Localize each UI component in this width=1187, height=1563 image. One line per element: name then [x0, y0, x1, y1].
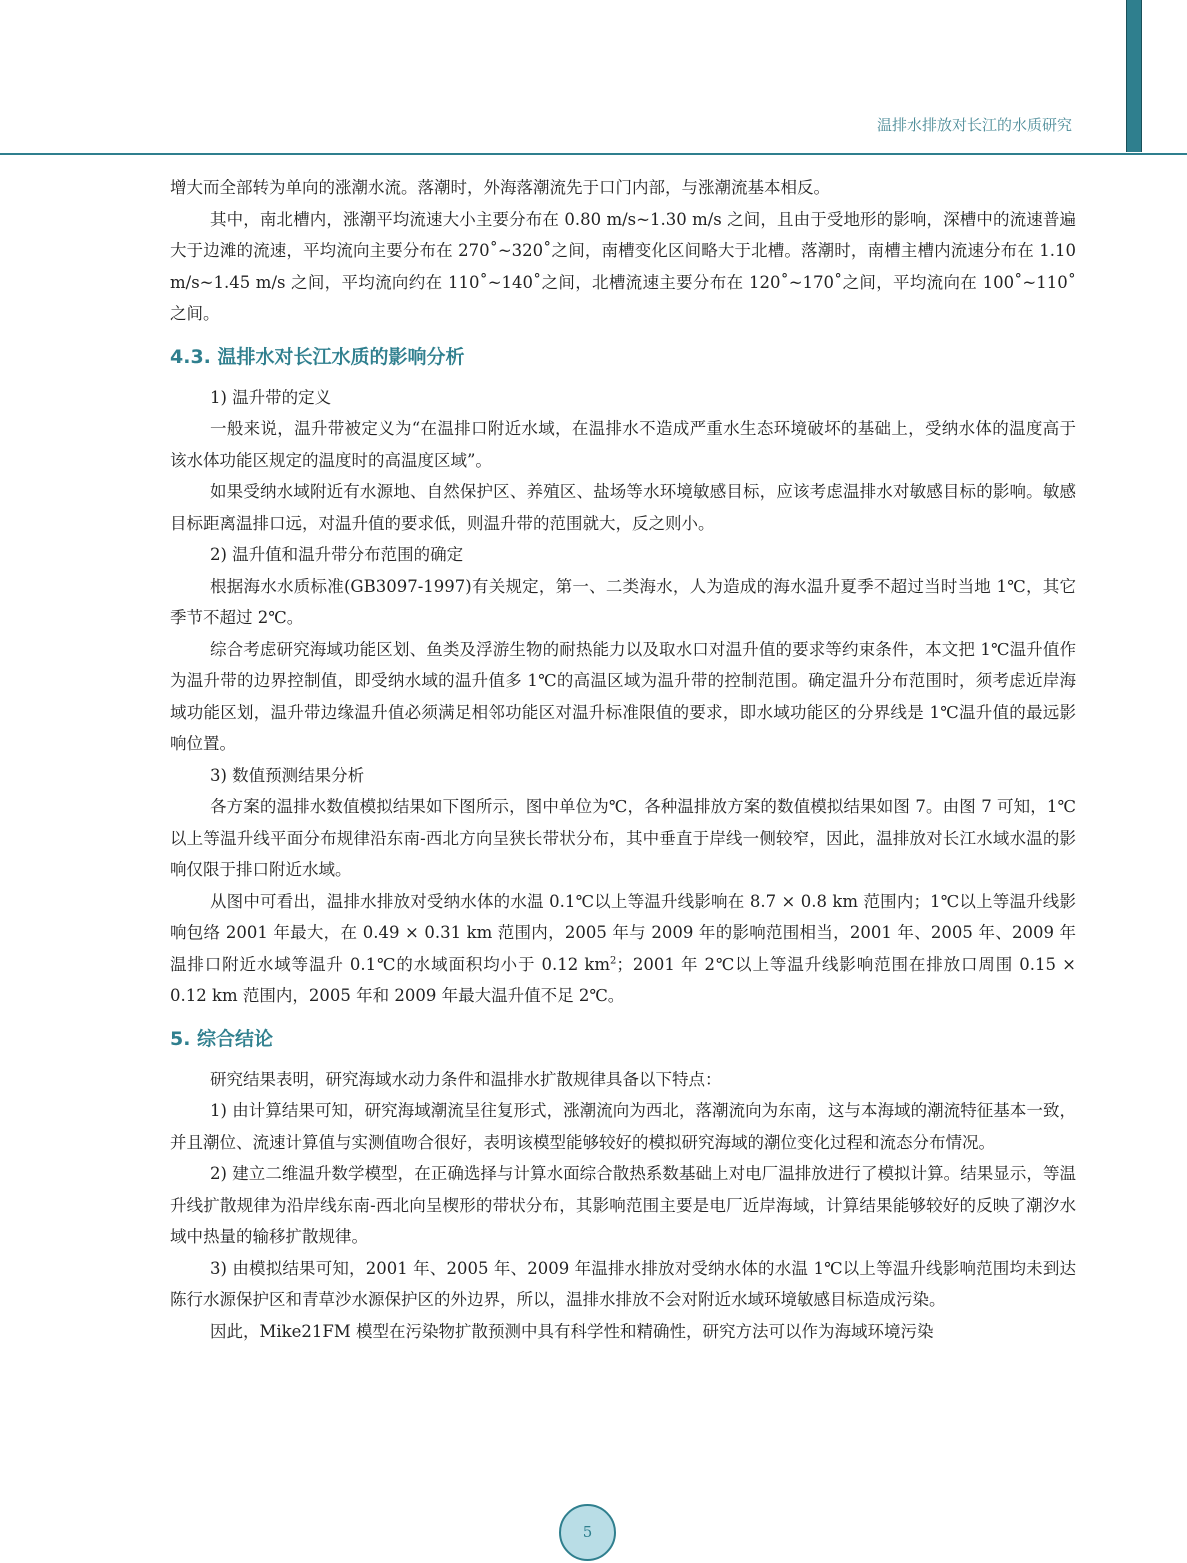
paragraph-text: 从图中可看出，温排水排放对受纳水体的水温 0.1℃以上等温升线影响在 8.7 × 0.8 km 范围内；1℃以上等温升线影响包络 2001 年最大，在 0.49 × 0.31 km 范围内，2005 年与 2009 年的影响范围相当，2001 年、2005 年、2009 年温排口附近水域等温升 0.1℃的水域面积均小于 0.12 km — [170, 891, 1076, 974]
paragraph: 2) 建立二维温升数学模型，在正确选择与计算水面综合散热系数基础上对电厂温排放进行了模拟计算。结果显示，等温升线扩散规律为沿岸线东南-西北向呈楔形的带状分布，其影响范围主要是电厂近岸海域，计算结果能够较好的反映了潮汐水域中热量的输移扩散规律。 — [170, 1164, 1076, 1246]
subsection-label: 3) 数值预测结果分析 — [210, 765, 365, 785]
article-body — [170, 172, 1076, 1347]
header-rule — [0, 153, 1187, 155]
paragraph-text: ；2001 年 2℃以上等温升线影响范围在排放口周围 0.15 × 0.12 km 范围内，2005 年和 2009 年最大温升值不足 2℃。 — [170, 954, 1076, 1005]
page-number: 5 — [559, 1504, 616, 1561]
header-accent-bar — [1126, 0, 1142, 152]
paragraph: 根据海水水质标准(GB3097-1997)有关规定，第一、二类海水，人为造成的海水温升夏季不超过当时当地 1℃，其它季节不超过 2℃。 — [170, 576, 1076, 627]
paragraph: 各方案的温排水数值模拟结果如下图所示，图中单位为℃，各种温排放方案的数值模拟结果如图 7。由图 7 可知，1℃以上等温升线平面分布规律沿东南-西北方向呈狭长带状分布，其中垂直于岸线一侧较窄，因此，温排放对长江水域水温的影响仅限于排口附近水域。 — [170, 797, 1076, 879]
subsection-label: 1) 温升带的定义 — [210, 387, 332, 407]
paragraph: 3) 由模拟结果可知，2001 年、2005 年、2009 年温排水排放对受纳水体的水温 1℃以上等温升线影响范围均未到达陈行水源保护区和青草沙水源保护区的外边界，所以，温排水排放不会对附近水域环境敏感目标造成污染。 — [170, 1258, 1076, 1309]
paragraph: 如果受纳水域附近有水源地、自然保护区、养殖区、盐场等水环境敏感目标，应该考虑温排水对敏感目标的影响。敏感目标距离温排口远，对温升值的要求低，则温升带的范围就大，反之则小。 — [170, 482, 1076, 533]
running-title: 温排水排放对长江的水质研究 — [876, 116, 1072, 134]
paragraph: 1) 由计算结果可知，研究海域潮流呈往复形式，涨潮流向为西北，落潮流向为东南，这与本海域的潮流特征基本一致，并且潮位、流速计算值与实测值吻合很好，表明该模型能够较好的模拟研究海域的潮位变化过程和流态分布情况。 — [170, 1101, 1076, 1152]
paragraph: 研究结果表明，研究海域水动力条件和温排水扩散规律具备以下特点： — [210, 1069, 722, 1089]
section-heading-4-3: 4.3. 温排水对长江水质的影响分析 — [170, 345, 465, 368]
paragraph: 其中，南北槽内，涨潮平均流速大小主要分布在 0.80 m/s~1.30 m/s 之间，且由于受地形的影响，深槽中的流速普遍大于边滩的流速，平均流向主要分布在 270˚~320˚之间，南槽变化区间略大于北槽。落潮时，南槽主槽内流速分布在 1.10 m/s~1.45 m/s 之间，平均流向约在 110˚~140˚之间，北槽流速主要分布在 120˚~170˚之间，平均流向在 100˚~110˚之间。 — [170, 209, 1076, 323]
paragraph: 一般来说，温升带被定义为“在温排口附近水域，在温排水不造成严重水生态环境破坏的基础上，受纳水体的温度高于该水体功能区规定的温度时的高温度区域”。 — [170, 419, 1076, 470]
paragraph: 增大而全部转为单向的涨潮水流。落潮时，外海落潮流先于口门内部，与涨潮流基本相反。 — [170, 178, 830, 197]
superscript: 2 — [609, 955, 617, 966]
paragraph: 因此，Mike21FM 模型在污染物扩散预测中具有科学性和精确性，研究方法可以作为海域环境污染 — [210, 1321, 934, 1341]
paragraph: 综合考虑研究海域功能区划、鱼类及浮游生物的耐热能力以及取水口对温升值的要求等约束条件，本文把 1℃温升值作为温升带的边界控制值，即受纳水域的温升值多 1℃的高温区域为温升带的控制范围。确定温升分布范围时，须考虑近岸海域功能区划，温升带边缘温升值必须满足相邻功能区对温升标准限值的要求，即水域功能区的分界线是 1℃温升值的最远影响位置。 — [170, 639, 1076, 753]
subsection-label: 2) 温升值和温升带分布范围的确定 — [210, 545, 464, 564]
section-heading-5: 5. 综合结论 — [170, 1027, 274, 1050]
paragraph — [170, 886, 1076, 1012]
